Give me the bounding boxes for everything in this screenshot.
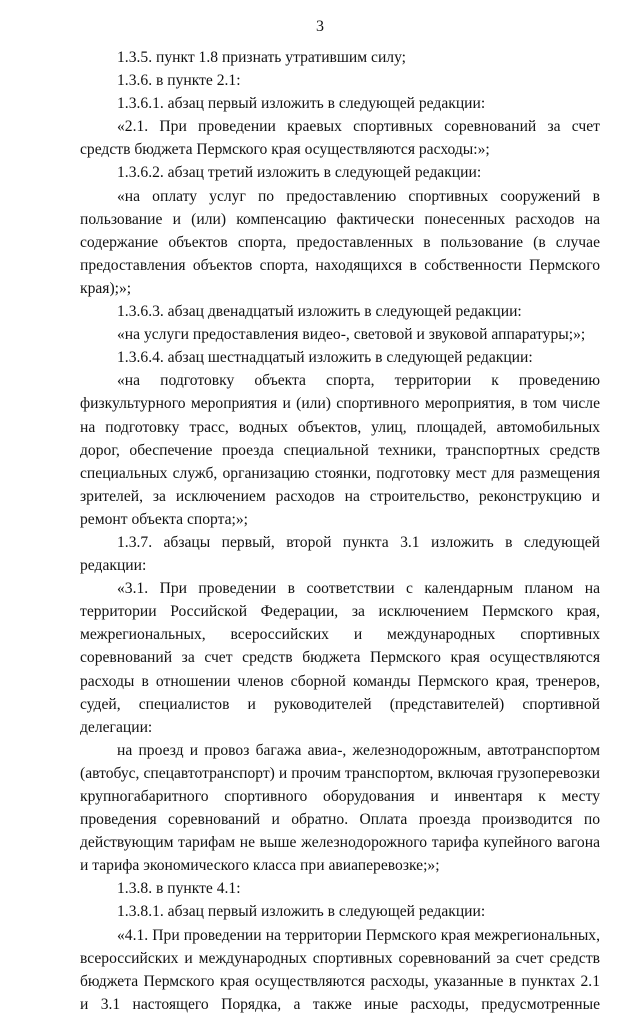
paragraph: 1.3.6.1. абзац первый изложить в следующей редакции: (117, 95, 486, 113)
paragraph: 1.3.6.4. абзац шестнадцатый изложить в следующей редакции: (117, 349, 533, 367)
paragraph: «2.1. При проведении краевых спортивных соревнований за счет средств бюджета Пермского края осуществляются расходы:»; (80, 118, 600, 159)
paragraph: 1.3.8.1. абзац первый изложить в следующей редакции: (117, 903, 486, 921)
paragraph: «3.1. При проведении в соответствии с календарным планом на территории Российской Федерации, за исключением Пермского края, межрегиональных, всероссийских и международных спортивных соревнований за счет средств бюджета Пермского края осуществляются расходы в отношении членов сборной команды Пермского края, тренеров, судей, специалистов и руководителей (представителей) спортивной делегации: (80, 580, 600, 736)
paragraph: 1.3.6.3. абзац двенадцатый изложить в следующей редакции: (117, 303, 522, 321)
paragraph: «на услуги предоставления видео-, световой и звуковой аппаратуры;»; (117, 326, 586, 344)
paragraph: 1.3.7. абзацы первый, второй пункта 3.1 изложить в следующей редакции: (80, 533, 600, 575)
page-number: 3 (316, 18, 324, 35)
paragraph: «на оплату услуг по предоставлению спортивных сооружений в пользование и (или) компенсацию фактически понесенных расходов на содержание объектов спорта, предоставленных в пользование (в случае предоставления объектов спорта, находящихся в собственности Пермского края);»; (80, 187, 600, 297)
paragraph: на проезд и провоз багажа авиа-, железнодорожным, автотранспортом (автобус, спецавтотранспорт) и прочим транспортом, включая грузоперевозки крупногабаритного спортивного оборудования и инвентаря к месту проведения соревнований и обратно. Оплата проезда производится по действующим тарифам не выше железнодорожного тарифа купейного вагона и тарифа экономического класса при авиаперевозке;»; (80, 741, 600, 875)
document-body (80, 46, 600, 1016)
paragraph: 1.3.5. пункт 1.8 признать утратившим силу; (117, 49, 407, 66)
paragraph: 1.3.6.2. абзац третий изложить в следующей редакции: (117, 164, 482, 182)
paragraph: 1.3.8. в пункте 4.1: (117, 880, 241, 898)
paragraph: 1.3.6. в пункте 2.1: (117, 72, 241, 90)
paragraph: «4.1. При проведении на территории Пермского края межрегиональных, всероссийских и международных спортивных соревнований за счет средств бюджета Пермского края осуществляются расходы, указанные в пунктах 2.1 и 3.1 настоящего Порядка, а также иные расходы, предусмотренные (80, 926, 600, 1013)
paragraph: «на подготовку объекта спорта, территории к проведению физкультурного мероприятия и (или) спортивного мероприятия, в том числе на подготовку трасс, водных объектов, улиц, площадей, автомобильных дорог, обеспечение проезда специальной техники, транспортных средств специальных служб, организацию стоянки, подготовку мест для размещения зрителей, за исключением расходов на строительство, реконструкцию и ремонт объекта спорта;»; (80, 372, 600, 528)
